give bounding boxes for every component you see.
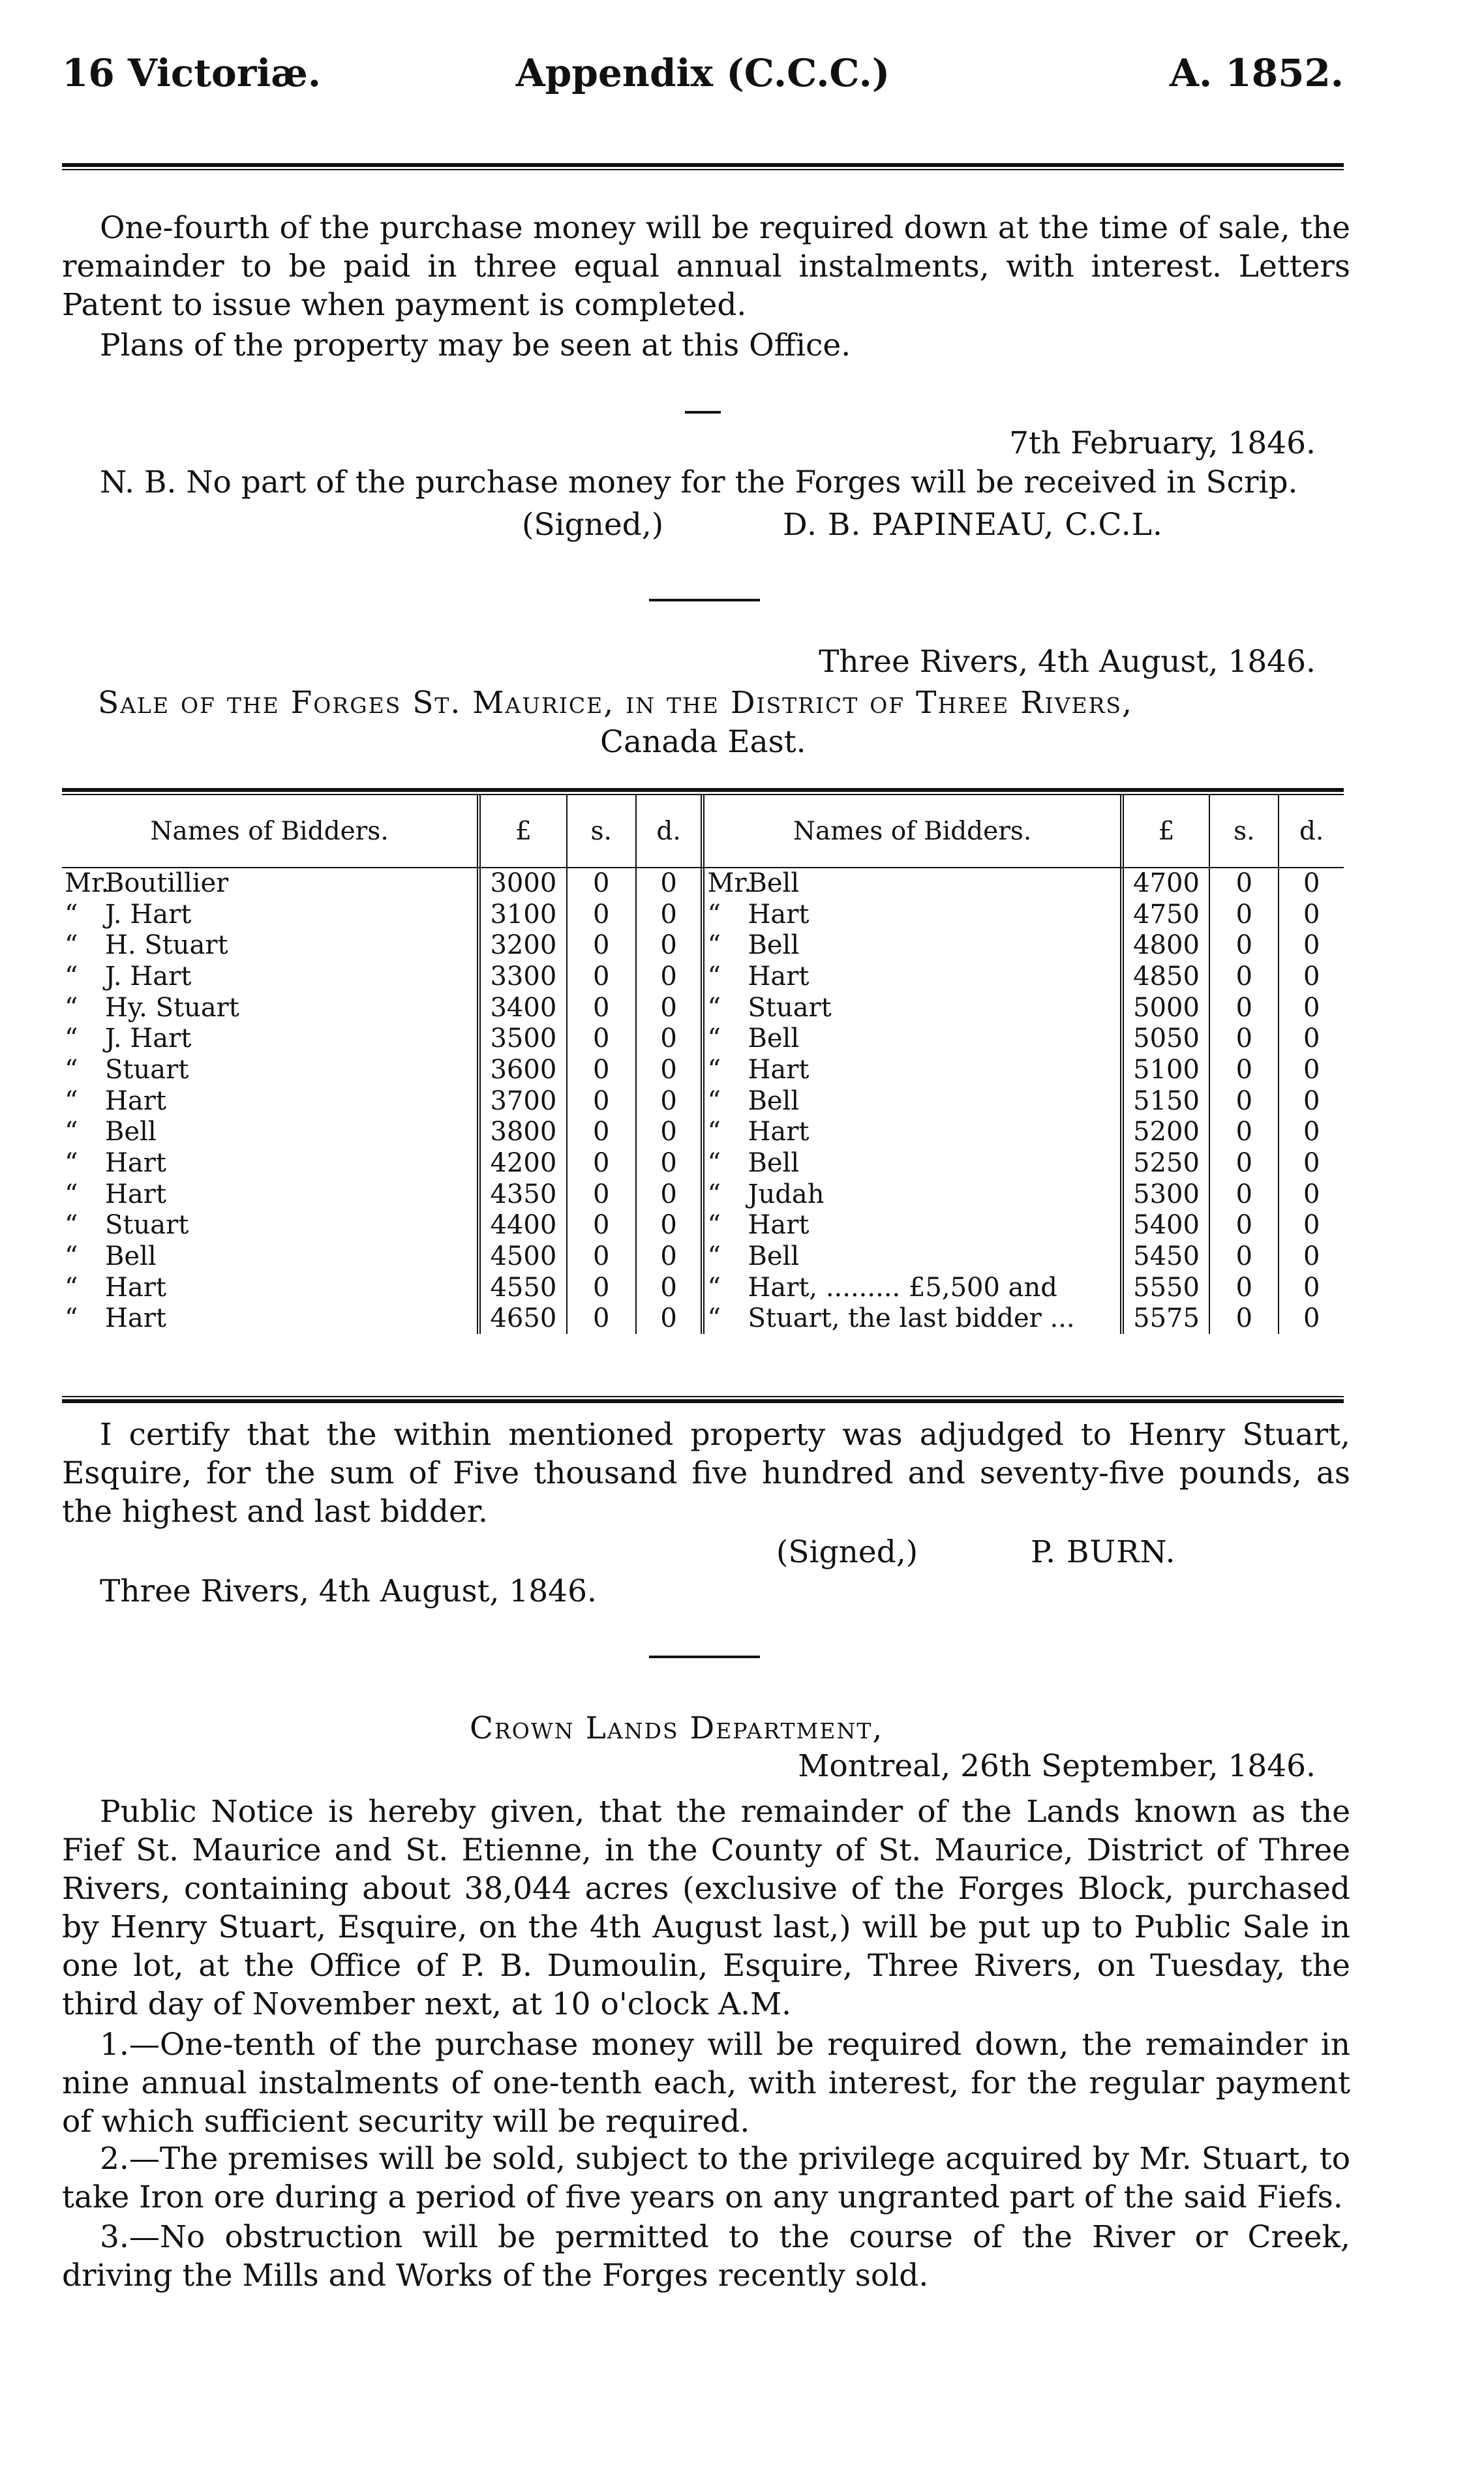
shillings-right: 0 (1209, 1210, 1279, 1241)
shillings-right: 0 (1209, 1085, 1279, 1117)
bidder-name: Bell (748, 1148, 800, 1179)
pounds-right: 4800 (1122, 930, 1210, 961)
pence-right: 0 (1279, 1303, 1344, 1335)
certify-statement: I certify that the within mentioned property was adjudged to Henry Stuart, Esquire, for the sum of Five thousand five hundred and seventy-five pounds, as the highest and last bidder. (62, 1417, 1350, 1530)
crown-public-notice: Public Notice is hereby given, that the remainder of the Lands known as the Fief St. Maurice and St. Etienne, in the County of St. Maurice, District of Three Rivers, containing about 38,044 acres (exclusive of the Forges Block, purchased by Henry Stuart, Esquire, on the 4th August last,) will be put up to Public Sale in one lot, at the Office of P. B. Dumoulin, Esquire, Three Rivers, on Tuesday, the third day of November next, at 10 o'clock A.M. (62, 1794, 1350, 2022)
bidder-prefix: “ (65, 930, 78, 961)
table-row (62, 899, 1344, 930)
bidder-name: Hart (748, 899, 810, 930)
pence-right: 0 (1279, 1085, 1344, 1117)
header-year: A. 1852. (1169, 51, 1344, 95)
pounds-left: 3300 (479, 961, 567, 992)
bidder-name-left (62, 992, 479, 1023)
bidder-name-right (703, 1241, 1121, 1272)
shillings-left: 0 (567, 1210, 636, 1241)
bidder-name: Hart (105, 1085, 166, 1116)
bidder-name-right (703, 1303, 1121, 1335)
intro-payment-terms: One-fourth of the purchase money will be required down at the time of sale, the remainder to be paid in three equal annual instalments, with interest. Letters Patent to issue when payment is completed. (62, 210, 1350, 323)
pounds-right: 5300 (1122, 1179, 1210, 1210)
pounds-left: 3600 (479, 1054, 567, 1085)
crown-dept-title: Crown Lands Department, (470, 1710, 884, 1746)
shillings-right: 0 (1209, 1147, 1279, 1179)
page-header (62, 51, 1344, 110)
pence-right: 0 (1279, 1179, 1344, 1210)
table-header-row (62, 795, 1344, 868)
section-divider-2 (649, 1656, 760, 1658)
shillings-right: 0 (1209, 1272, 1279, 1303)
pence-left: 0 (636, 961, 703, 992)
bidder-name-left (62, 1179, 479, 1210)
crown-item-1: 1.—One-tenth of the purchase money will be required down, the remainder in nine annual instalments of one-tenth each, with interest, for the regular payment of which sufficient security will be required. (62, 2027, 1350, 2140)
col-names-right: Names of Bidders. (703, 795, 1121, 868)
bidder-prefix: “ (707, 1210, 721, 1241)
bidder-name-left (62, 930, 479, 961)
shillings-left: 0 (567, 1272, 636, 1303)
bidder-name-left (62, 1303, 479, 1335)
pounds-left: 3000 (479, 868, 567, 899)
bidder-name-left (62, 1054, 479, 1085)
bidder-name-left (62, 961, 479, 992)
bidder-name: Bell (748, 1085, 800, 1116)
bidder-name: Hart (748, 1210, 810, 1241)
pounds-right: 4850 (1122, 961, 1210, 992)
pence-right: 0 (1279, 1054, 1344, 1085)
shillings-left: 0 (567, 1147, 636, 1179)
table-row (62, 868, 1344, 899)
bidder-name-right (703, 1085, 1121, 1117)
bidder-prefix: “ (707, 1085, 721, 1116)
bidder-name: Hy. Stuart (105, 992, 239, 1023)
bidder-name-right (703, 868, 1121, 899)
shillings-right: 0 (1209, 899, 1279, 930)
bidder-prefix: “ (65, 1085, 78, 1116)
bidders-table (62, 795, 1344, 1334)
bidder-name-left (62, 1023, 479, 1054)
shillings-right: 0 (1209, 1303, 1279, 1335)
pence-left: 0 (636, 1241, 703, 1272)
bidder-prefix: “ (707, 992, 721, 1023)
bidder-prefix: “ (707, 899, 721, 930)
bidder-name: Hart (105, 1179, 166, 1209)
bidder-name: Judah (748, 1179, 825, 1209)
pence-right: 0 (1279, 1241, 1344, 1272)
pence-left: 0 (636, 899, 703, 930)
pence-left: 0 (636, 1179, 703, 1210)
bidder-name-right (703, 1147, 1121, 1179)
shillings-right: 0 (1209, 961, 1279, 992)
table-row (62, 1117, 1344, 1148)
pounds-left: 3400 (479, 992, 567, 1023)
short-dash (685, 411, 721, 414)
intro-signer: D. B. PAPINEAU, C.C.L. (783, 507, 1163, 543)
pounds-left: 4200 (479, 1147, 567, 1179)
bidder-name: Bell (105, 1117, 157, 1147)
shillings-left: 0 (567, 1179, 636, 1210)
pounds-left: 4500 (479, 1241, 567, 1272)
bidder-name-right (703, 1023, 1121, 1054)
bidder-prefix: “ (707, 1272, 721, 1303)
bidder-prefix: Mr. (65, 868, 110, 898)
shillings-left: 0 (567, 1085, 636, 1117)
bidder-prefix: “ (65, 899, 78, 930)
table-row (62, 1210, 1344, 1241)
bidder-prefix: “ (707, 1054, 721, 1085)
pounds-left: 4400 (479, 1210, 567, 1241)
sale-title-line1: Sale of the Forges St. Maurice, in the District of Three Rivers, (98, 685, 1133, 721)
pence-left: 0 (636, 1272, 703, 1303)
pence-right: 0 (1279, 1023, 1344, 1054)
bidder-name-right (703, 899, 1121, 930)
bidder-prefix: Mr. (707, 868, 752, 898)
bidder-prefix: “ (65, 1179, 78, 1209)
bidder-prefix: “ (707, 1117, 721, 1147)
pence-left: 0 (636, 868, 703, 899)
shillings-left: 0 (567, 961, 636, 992)
bidder-name-right (703, 992, 1121, 1023)
bidder-name-right (703, 961, 1121, 992)
bidder-name: Bell (105, 1241, 157, 1272)
bidder-name-left (62, 868, 479, 899)
bidder-prefix: “ (65, 1272, 78, 1303)
pence-left: 0 (636, 992, 703, 1023)
pounds-left: 3700 (479, 1085, 567, 1117)
pounds-right: 5100 (1122, 1054, 1210, 1085)
pounds-left: 3100 (479, 899, 567, 930)
col-shillings-left: s. (567, 795, 636, 868)
bidder-name: Hart (105, 1148, 166, 1179)
bidder-prefix: “ (65, 1148, 78, 1179)
certify-signer: P. BURN. (1031, 1534, 1176, 1570)
bidder-name-right (703, 1272, 1121, 1303)
table-row (62, 1023, 1344, 1054)
header-volume: 16 Victoriæ. (62, 51, 322, 95)
crown-item-2: 2.—The premises will be sold, subject to the privilege acquired by Mr. Stuart, to take Iron ore during a period of five years on any ungranted part of the said Fiefs. (62, 2141, 1350, 2215)
bidder-name: Stuart, the last bidder ... (748, 1303, 1075, 1334)
bidder-name-left (62, 1241, 479, 1272)
bidder-prefix: “ (65, 992, 78, 1023)
shillings-left: 0 (567, 1054, 636, 1085)
shillings-left: 0 (567, 992, 636, 1023)
col-pence-left: d. (636, 795, 703, 868)
bidder-name: Bell (748, 1241, 800, 1272)
pounds-right: 5550 (1122, 1272, 1210, 1303)
shillings-right: 0 (1209, 868, 1279, 899)
pounds-right: 5200 (1122, 1117, 1210, 1148)
bidder-name-right (703, 1210, 1121, 1241)
shillings-right: 0 (1209, 1054, 1279, 1085)
section-divider (649, 599, 760, 601)
pence-right: 0 (1279, 868, 1344, 899)
bidder-name-left (62, 1085, 479, 1117)
pence-right: 0 (1279, 1147, 1344, 1179)
pence-left: 0 (636, 1210, 703, 1241)
col-pounds-right: £ (1122, 795, 1210, 868)
bidder-prefix: “ (65, 1054, 78, 1085)
bidder-name: Bell (748, 868, 800, 898)
bidder-prefix: “ (707, 930, 721, 961)
pence-left: 0 (636, 1147, 703, 1179)
bidder-name: Hart (105, 1272, 166, 1303)
table-row (62, 1085, 1344, 1117)
pence-right: 0 (1279, 1210, 1344, 1241)
pounds-right: 5575 (1122, 1303, 1210, 1335)
table-row (62, 1054, 1344, 1085)
bidder-prefix: “ (707, 1023, 721, 1054)
bidder-name: Bell (748, 1023, 800, 1054)
header-appendix: Appendix (C.C.C.) (515, 51, 890, 95)
bidder-prefix: “ (65, 1303, 78, 1334)
crown-place-date: Montreal, 26th September, 1846. (798, 1748, 1316, 1784)
table-body (62, 868, 1344, 1334)
table-row (62, 1179, 1344, 1210)
shillings-left: 0 (567, 1117, 636, 1148)
pounds-right: 5450 (1122, 1241, 1210, 1272)
bidder-name: Stuart (748, 992, 832, 1023)
shillings-left: 0 (567, 1303, 636, 1335)
pence-right: 0 (1279, 899, 1344, 930)
bidder-name: H. Stuart (105, 930, 228, 961)
pounds-right: 5050 (1122, 1023, 1210, 1054)
bidder-name: Hart (748, 1054, 810, 1085)
shillings-left: 0 (567, 868, 636, 899)
bidder-name-left (62, 1272, 479, 1303)
table-row (62, 1272, 1344, 1303)
bidder-name-right (703, 930, 1121, 961)
bidder-name: Stuart (105, 1054, 189, 1085)
shillings-right: 0 (1209, 992, 1279, 1023)
bidder-name: Hart (748, 961, 810, 992)
intro-date: 7th February, 1846. (1009, 425, 1316, 461)
pounds-left: 3200 (479, 930, 567, 961)
bidder-name-right (703, 1117, 1121, 1148)
bidder-name: Boutillier (105, 868, 229, 898)
pounds-left: 4550 (479, 1272, 567, 1303)
pence-left: 0 (636, 1085, 703, 1117)
bidder-prefix: “ (65, 1241, 78, 1272)
bidder-name-left (62, 1210, 479, 1241)
shillings-left: 0 (567, 1023, 636, 1054)
certify-place-date: Three Rivers, 4th August, 1846. (100, 1573, 597, 1609)
pounds-right: 5250 (1122, 1147, 1210, 1179)
bidder-prefix: “ (65, 1023, 78, 1054)
crown-item-3: 3.—No obstruction will be permitted to the course of the River or Creek, driving the Mills and Works of the Forges recently sold. (62, 2219, 1350, 2294)
bidder-prefix: “ (707, 1241, 721, 1272)
table-row (62, 1241, 1344, 1272)
bidder-name-right (703, 1054, 1121, 1085)
intro-signed-label: (Signed,) (522, 507, 664, 543)
col-names-left: Names of Bidders. (150, 816, 389, 846)
pounds-right: 5400 (1122, 1210, 1210, 1241)
header-rule (62, 163, 1344, 170)
bidder-prefix: “ (65, 1117, 78, 1147)
pounds-right: 4750 (1122, 899, 1210, 930)
bidder-name-left (62, 1117, 479, 1148)
certify-signed-label: (Signed,) (776, 1534, 918, 1570)
pence-left: 0 (636, 1117, 703, 1148)
col-pence-right: d. (1279, 795, 1344, 868)
pounds-left: 3500 (479, 1023, 567, 1054)
pence-right: 0 (1279, 1272, 1344, 1303)
pounds-left: 4350 (479, 1179, 567, 1210)
pence-right: 0 (1279, 1117, 1344, 1148)
pence-left: 0 (636, 1054, 703, 1085)
table-row (62, 992, 1344, 1023)
intro-plans-note: Plans of the property may be seen at this Office. (100, 327, 851, 363)
shillings-right: 0 (1209, 930, 1279, 961)
bidder-prefix: “ (707, 1303, 721, 1334)
table-bottom-rule (62, 1396, 1344, 1403)
pounds-right: 5000 (1122, 992, 1210, 1023)
sale-place-date: Three Rivers, 4th August, 1846. (819, 644, 1316, 680)
bidder-name: Bell (748, 930, 800, 961)
table-row (62, 961, 1344, 992)
table-row (62, 930, 1344, 961)
bidder-prefix: “ (707, 1148, 721, 1179)
shillings-right: 0 (1209, 1023, 1279, 1054)
bidder-name: Hart, ......... £5,500 and (748, 1272, 1057, 1303)
bidder-name: Hart (748, 1117, 810, 1147)
bidder-prefix: “ (707, 1179, 721, 1209)
pounds-right: 4700 (1122, 868, 1210, 899)
pence-right: 0 (1279, 961, 1344, 992)
bidder-name: J. Hart (105, 899, 192, 930)
bidder-name-right (703, 1179, 1121, 1210)
bidder-prefix: “ (707, 961, 721, 992)
pence-left: 0 (636, 1303, 703, 1335)
pounds-right: 5150 (1122, 1085, 1210, 1117)
bidder-prefix: “ (65, 1210, 78, 1241)
bidder-name: J. Hart (105, 1023, 192, 1054)
bidder-prefix: “ (65, 961, 78, 992)
table-row (62, 1147, 1344, 1179)
sale-title-line2: Canada East. (600, 724, 806, 760)
shillings-right: 0 (1209, 1241, 1279, 1272)
shillings-left: 0 (567, 1241, 636, 1272)
bidder-name: Stuart (105, 1210, 189, 1241)
pence-right: 0 (1279, 930, 1344, 961)
col-shillings-right: s. (1209, 795, 1279, 868)
shillings-right: 0 (1209, 1117, 1279, 1148)
bidder-name-left (62, 899, 479, 930)
pence-left: 0 (636, 930, 703, 961)
pounds-left: 3800 (479, 1117, 567, 1148)
intro-nb-note: N. B. No part of the purchase money for the Forges will be received in Scrip. (100, 464, 1298, 500)
table-row (62, 1303, 1344, 1335)
shillings-left: 0 (567, 930, 636, 961)
shillings-left: 0 (567, 899, 636, 930)
pence-right: 0 (1279, 992, 1344, 1023)
bidder-name: Hart (105, 1303, 166, 1334)
col-pounds-left: £ (479, 795, 567, 868)
shillings-right: 0 (1209, 1179, 1279, 1210)
bidder-name: J. Hart (105, 961, 192, 992)
pence-left: 0 (636, 1023, 703, 1054)
bidder-name-left (62, 1147, 479, 1179)
pounds-left: 4650 (479, 1303, 567, 1335)
